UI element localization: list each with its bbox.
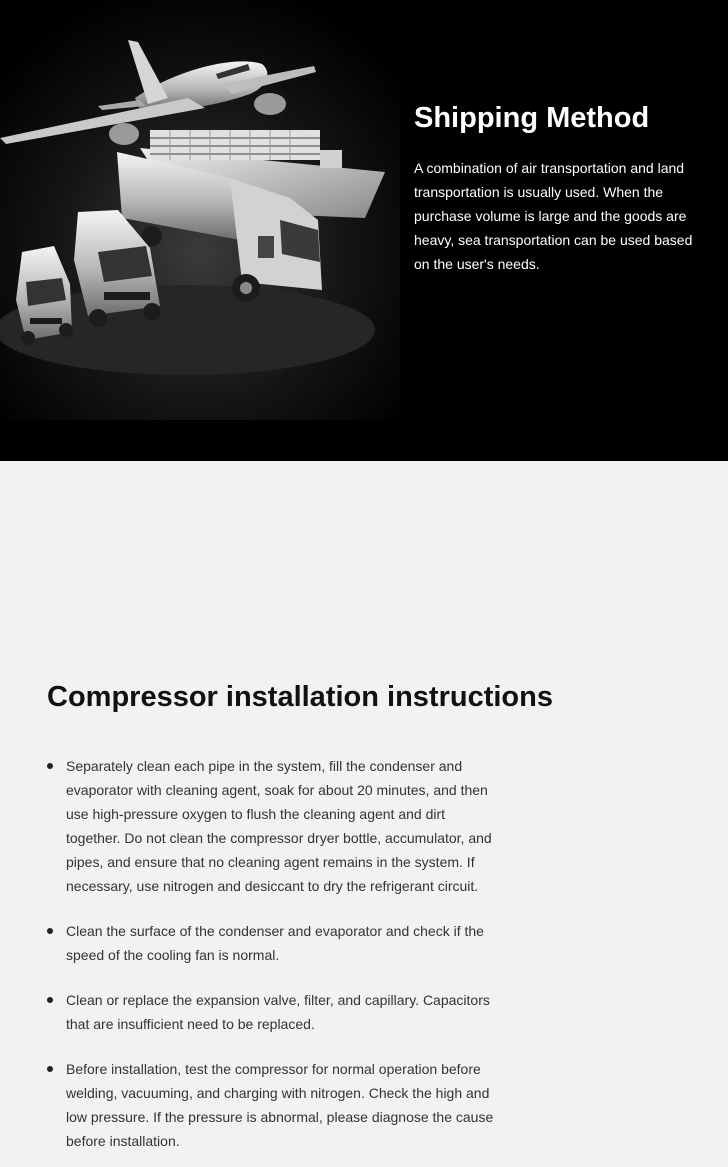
bullet-icon (47, 928, 53, 934)
shipping-vehicles-image (0, 0, 400, 420)
installation-section (0, 461, 728, 1167)
installation-list (47, 754, 502, 1153)
list-item (47, 754, 502, 898)
list-item (47, 1057, 502, 1153)
bullet-icon (47, 763, 53, 769)
list-item (47, 988, 502, 1036)
bullet-icon (47, 997, 53, 1003)
list-item-text: Separately clean each pipe in the system, fill the condenser and evaporator with cleaning agent, soak for about 20 minutes, and then use high-pressure oxygen to flush the cleaning agent and dirt together. Do not clean the compressor dryer bottle, accumulator, and pipes, and ensure that no cleaning agent remains in the system. If necessary, use nitrogen and desiccant to dry the refrigerant circuit. (66, 758, 492, 894)
list-item-text: Before installation, test the compressor for normal operation before welding, vacuuming, and charging with nitrogen. Check the high and low pressure. If the pressure is abnormal, please diagnose the cause before installation. (66, 1061, 494, 1149)
list-item-text: Clean or replace the expansion valve, filter, and capillary. Capacitors that are insufficient need to be replaced. (66, 992, 490, 1032)
shipping-info (414, 98, 709, 276)
list-item-text: Clean the surface of the condenser and evaporator and check if the speed of the cooling fan is normal. (66, 923, 484, 963)
shipping-title: Shipping Method (414, 102, 650, 134)
list-item (47, 919, 502, 967)
shipping-description: A combination of air transportation and land transportation is usually used. When the purchase volume is large and the goods are heavy, sea transportation can be used based on the user's needs. (414, 160, 693, 272)
shipping-hero (0, 0, 728, 461)
bullet-icon (47, 1066, 53, 1072)
installation-title: Compressor installation instructions (47, 681, 553, 713)
